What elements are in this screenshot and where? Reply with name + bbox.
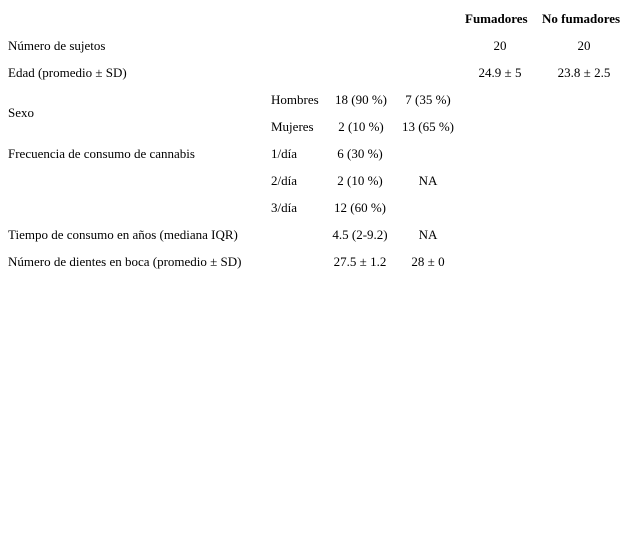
row-label-frequency: Frecuencia de consumo de cannabis — [8, 146, 195, 161]
row-label-consumption-time: Tiempo de consumo en años (mediana IQR) — [8, 227, 238, 242]
sex-women-label: Mujeres — [271, 119, 314, 134]
row-label-age: Edad (promedio ± SD) — [8, 65, 127, 80]
cell-consumption-time-smokers: 4.5 (2-9.2) — [332, 227, 388, 242]
cell-teeth-non-smokers: 28 ± 0 — [411, 254, 445, 269]
cell-freq-1-smokers: 6 (30 %) — [337, 146, 383, 161]
cell-subjects-smokers: 20 — [493, 38, 507, 53]
cell-subjects-non-smokers: 20 — [577, 38, 591, 53]
cell-men-non-smokers: 7 (35 %) — [405, 92, 451, 107]
cell-women-non-smokers: 13 (65 %) — [402, 119, 454, 134]
freq-1-label: 1/día — [271, 146, 297, 161]
cell-freq-2-smokers: 2 (10 %) — [337, 173, 383, 188]
sex-men-label: Hombres — [271, 92, 319, 107]
cell-men-smokers: 18 (90 %) — [335, 92, 387, 107]
header-smokers: Fumadores — [465, 11, 528, 26]
header-non-smokers: No fumadores — [542, 11, 621, 26]
row-label-sex: Sexo — [8, 105, 34, 120]
cell-age-non-smokers: 23.8 ± 2.5 — [557, 65, 611, 80]
freq-3-label: 3/día — [271, 200, 297, 215]
freq-2-label: 2/día — [271, 173, 297, 188]
cell-age-smokers: 24.9 ± 5 — [478, 65, 522, 80]
cell-freq-2-non-smokers: NA — [418, 173, 438, 188]
row-label-teeth: Número de dientes en boca (promedio ± SD) — [8, 254, 242, 269]
cell-women-smokers: 2 (10 %) — [338, 119, 384, 134]
cell-teeth-smokers: 27.5 ± 1.2 — [333, 254, 387, 269]
cell-consumption-time-non-smokers: NA — [418, 227, 438, 242]
cell-freq-3-smokers: 12 (60 %) — [334, 200, 386, 215]
row-label-subjects: Número de sujetos — [8, 38, 106, 53]
